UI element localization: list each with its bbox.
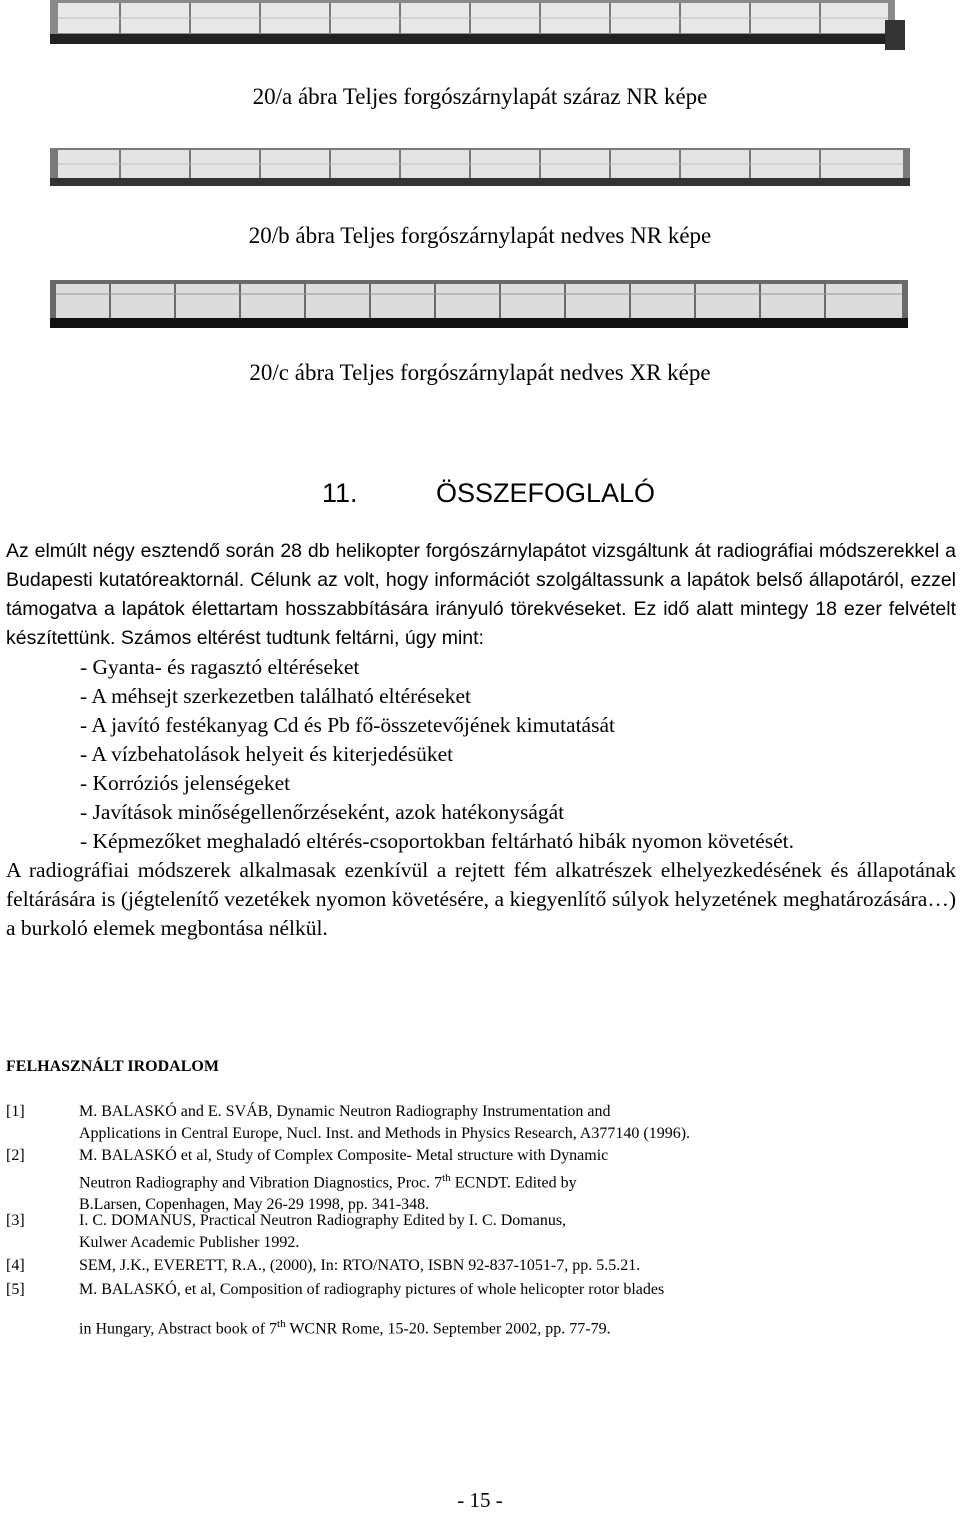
blade-image-wet-xr — [0, 272, 960, 332]
list-item: - A vízbehatolások helyeit és kiterjedésüket — [80, 742, 454, 766]
summary-paragraph-1: Az elmúlt négy esztendő során 28 db helikopter forgószárnylapátot vizsgáltunk át radiográfiai módszerekkel a Budapesti kutatóreaktornál. Célunk az volt, hogy információt szolgáltassunk a lapátok belső állapotáról, ezzel támogatva a lapátok élettartam hosszabbítására irányuló törekvéseket. Ez idő alatt mintegy 18 ezer felvételt készítettünk. Számos eltérést tudtunk feltárni, úgy mint: — [6, 540, 956, 649]
reference-line: Kulwer Academic Publisher 1992. — [79, 1234, 300, 1251]
reference-line: Neutron Radiography and Vibration Diagnostics, Proc. 7th ECNDT. Edited by — [79, 1172, 577, 1192]
list-item: - Javítások minőségellenőrzéseként, azok hatékonyságát — [80, 800, 565, 824]
reference-number: [3] — [6, 1212, 25, 1229]
figure-caption-a: 20/a ábra Teljes forgószárnylapát száraz NR képe — [252, 84, 708, 109]
list-item: - A méhsejt szerkezetben található eltéréseket — [80, 684, 471, 708]
list-item: - Gyanta- és ragasztó eltéréseket — [80, 655, 360, 679]
reference-line: M. BALASKÓ and E. SVÁB, Dynamic Neutron Radiography Instrumentation and — [79, 1103, 611, 1120]
section-number: 11. — [322, 478, 358, 508]
figure-caption-c: 20/c ábra Teljes forgószárnylapát nedves XR képe — [249, 360, 711, 385]
reference-line: M. BALASKÓ et al, Study of Complex Composite- Metal structure with Dynamic — [79, 1147, 609, 1164]
list-item: - Korróziós jelenségeket — [80, 771, 291, 795]
section-title: ÖSSZEFOGLALÓ — [436, 478, 656, 508]
blade-image-wet-nr — [0, 134, 960, 190]
summary-paragraph-2: A radiográfiai módszerek alkalmasak ezenkívül a rejtett fém alkatrészek elhelyezkedésének és állapotának feltárására is (jégtelenítő vezetékek nyomon követésére, a kiegyenlítő súlyok helyzetének meghatározására…) a burkoló elemek megbontása nélkül. — [6, 858, 956, 940]
findings-list — [6, 653, 956, 856]
reference-line: SEM, J.K., EVERETT, R.A., (2000), In: RTO/NATO, ISBN 92-837-1051-7, pp. 5.5.21. — [79, 1257, 641, 1274]
list-item: - A javító festékanyag Cd és Pb fő-összetevőjének kimutatását — [80, 713, 615, 737]
reference-line: I. C. DOMANUS, Practical Neutron Radiography Edited by I. C. Domanus, — [79, 1212, 567, 1229]
reference-line: M. BALASKÓ, et al, Composition of radiography pictures of whole helicopter rotor blades — [79, 1281, 665, 1298]
reference-number: [1] — [6, 1103, 25, 1120]
section-heading — [322, 476, 655, 510]
list-item: - Képmezőket meghaladó eltérés-csoportokban feltárható hibák nyomon követését. — [80, 829, 795, 853]
reference-line: B.Larsen, Copenhagen, May 26-29 1998, pp. 341-348. — [79, 1196, 430, 1214]
summary-body — [6, 537, 956, 943]
page-number: - 15 - — [457, 1488, 503, 1512]
blade-image-dry-nr — [0, 0, 960, 56]
reference-line: in Hungary, Abstract book of 7th WCNR Rome, 15-20. September 2002, pp. 77-79. — [79, 1318, 611, 1338]
reference-number: [5] — [6, 1281, 25, 1298]
reference-line: Applications in Central Europe, Nucl. Inst. and Methods in Physics Research, A377140 (1996). — [79, 1125, 691, 1142]
figure-caption-b: 20/b ábra Teljes forgószárnylapát nedves NR képe — [248, 223, 712, 248]
reference-number: [2] — [6, 1147, 25, 1164]
references-title: FELHASZNÁLT IRODALOM — [6, 1058, 219, 1075]
reference-number: [4] — [6, 1257, 25, 1274]
